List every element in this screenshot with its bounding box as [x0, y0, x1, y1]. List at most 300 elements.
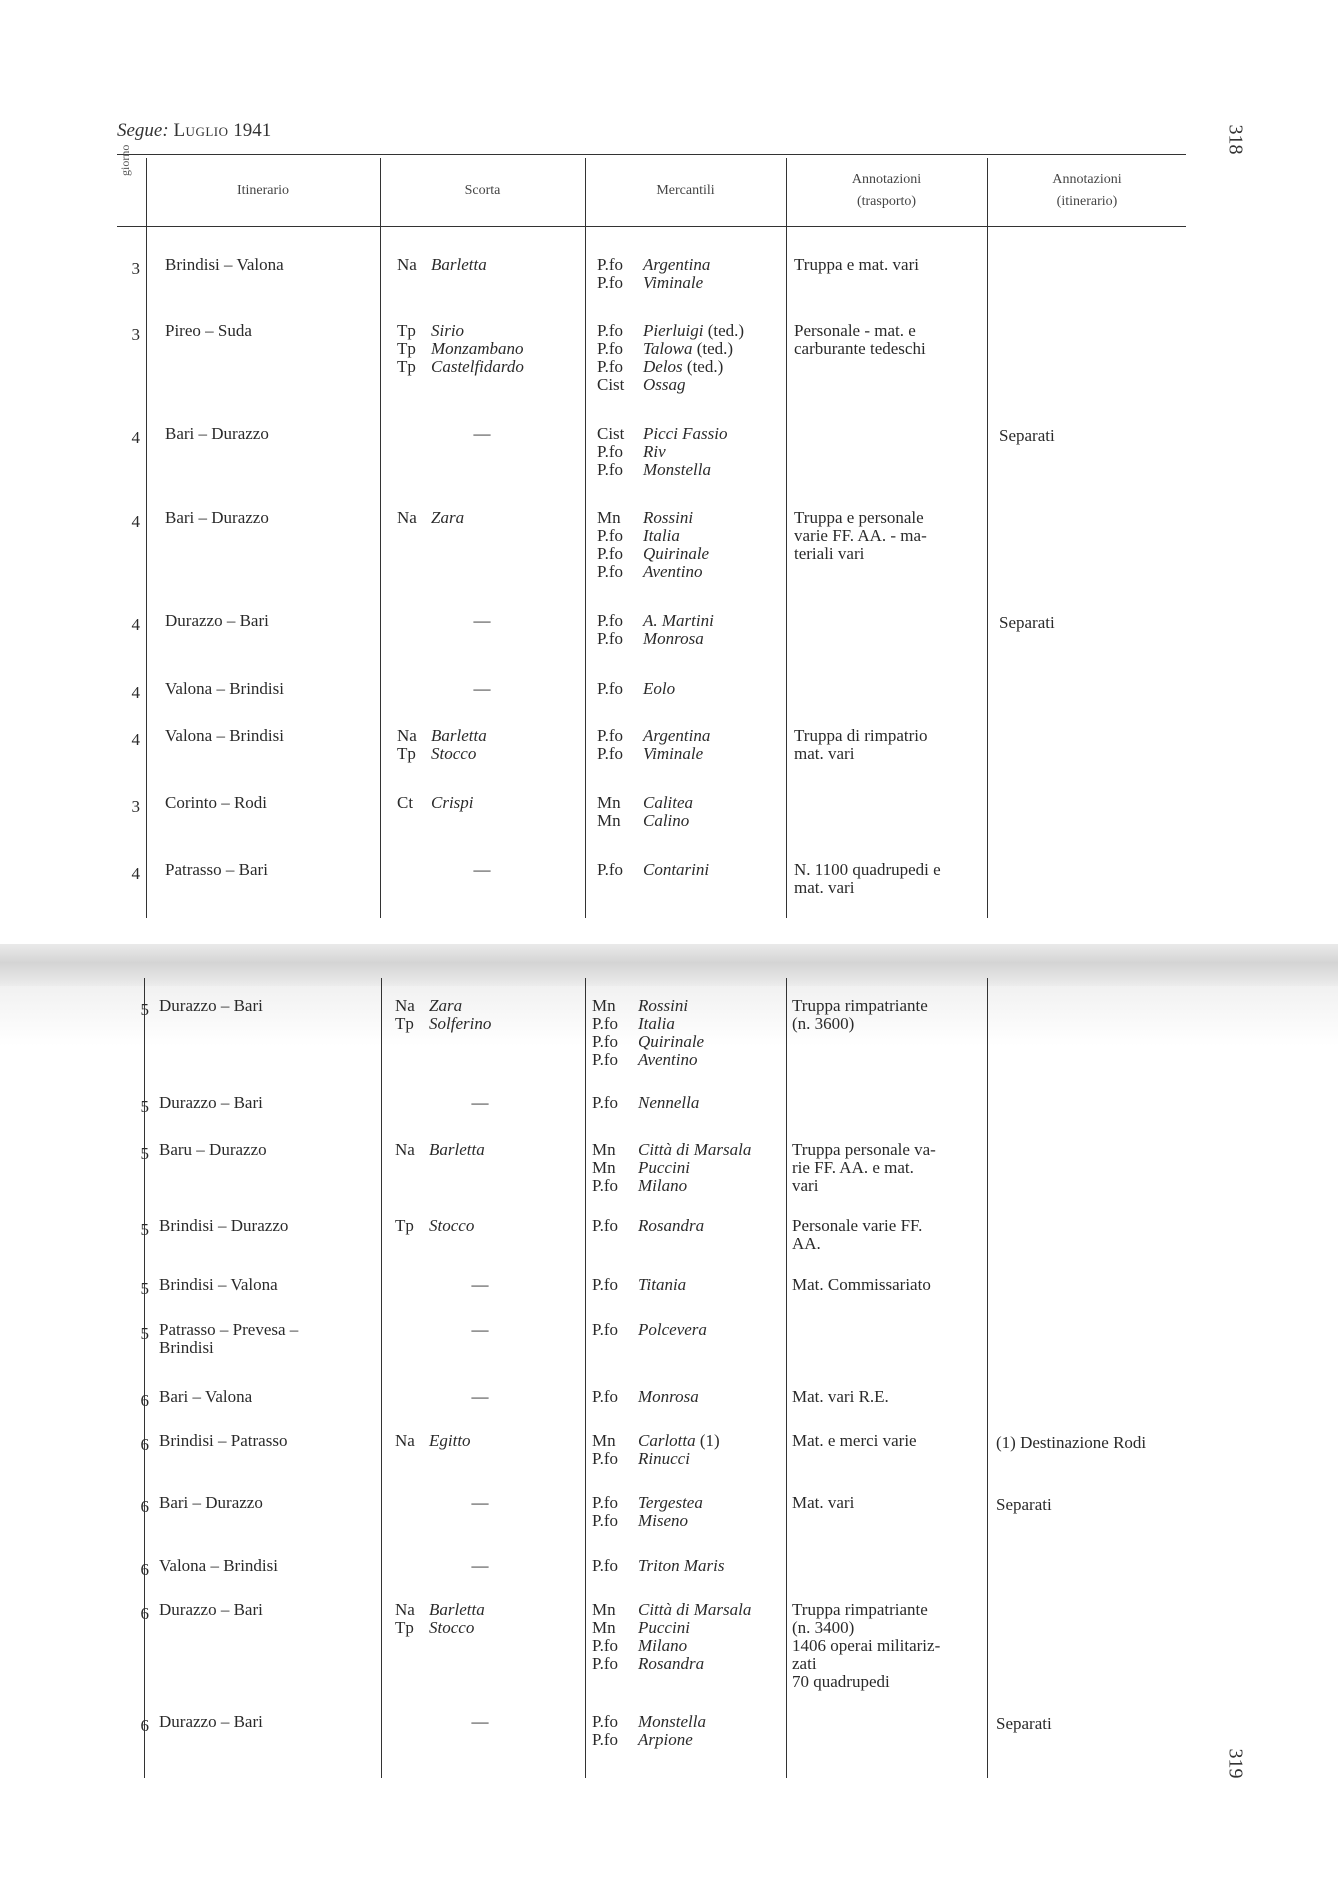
- ship-type: P.fo: [597, 442, 623, 461]
- ship-name: Arpione: [638, 1730, 693, 1749]
- row-merchant-ships: [597, 794, 693, 830]
- escort-name: Monzambano: [431, 339, 524, 358]
- merchant-ship: [592, 1159, 751, 1177]
- row-merchant-ships: [597, 425, 728, 479]
- row-transport-note: Mat. Commissariato: [792, 1275, 931, 1294]
- merchant-ship: [597, 340, 744, 358]
- row-merchant-ships: [592, 1321, 707, 1339]
- escort-type: Tp: [397, 357, 416, 376]
- escort-type: Tp: [395, 1618, 414, 1637]
- ship-name: Quirinale: [638, 1032, 705, 1051]
- merchant-ship: [597, 527, 709, 545]
- ship-type: P.fo: [597, 744, 623, 763]
- ship-type: Mn: [592, 1600, 616, 1619]
- ship-name: Italia: [638, 1014, 675, 1033]
- row-transport-note: Mat. e merci varie: [792, 1431, 917, 1450]
- escort-type: Tp: [397, 339, 416, 358]
- ship-name: Italia: [643, 526, 680, 545]
- ship-type: P.fo: [592, 1636, 618, 1655]
- ship-type: Mn: [592, 1158, 616, 1177]
- row-route: Bari – Durazzo: [165, 508, 269, 527]
- ship-type: P.fo: [592, 1093, 618, 1112]
- ship-type: P.fo: [597, 526, 623, 545]
- escort-name: Barletta: [431, 726, 487, 745]
- row-day: 5: [140, 1220, 149, 1239]
- row-merchant-ships: [592, 1141, 751, 1195]
- row-transport-note: N. 1100 quadrupedi e mat. vari: [794, 860, 941, 897]
- col-rule-3b: [585, 978, 586, 1778]
- merchant-ship: [592, 1177, 751, 1195]
- ship-type: P.fo: [597, 273, 623, 292]
- merchant-ship: [592, 1655, 751, 1673]
- ship-name: Argentina: [643, 255, 711, 274]
- merchant-ship: [597, 680, 675, 698]
- escort-ship: [395, 1432, 471, 1450]
- ship-type: P.fo: [592, 1014, 618, 1033]
- row-escort: [397, 256, 487, 274]
- ship-type: P.fo: [597, 357, 623, 376]
- col-header-ann-trasporto-1: Annotazioni: [851, 172, 922, 187]
- ship-type: P.fo: [592, 1032, 618, 1051]
- merchant-ship: [597, 425, 728, 443]
- row-escort: [395, 1141, 485, 1159]
- row-day: 4: [131, 864, 140, 883]
- merchant-ship: [592, 1494, 703, 1512]
- escort-ship: [397, 794, 474, 812]
- escort-ship: [395, 1141, 485, 1159]
- ship-type: P.fo: [597, 460, 623, 479]
- row-transport-note: Mat. vari R.E.: [792, 1387, 889, 1406]
- row-merchant-ships: [597, 509, 709, 581]
- row-merchant-ships: [592, 1713, 706, 1749]
- row-escort: [395, 997, 491, 1033]
- row-merchant-ships: [597, 322, 744, 394]
- merchant-ship: [592, 1388, 699, 1406]
- row-itinerary-note: Separati: [999, 426, 1055, 445]
- merchant-ship: [592, 997, 704, 1015]
- row-route: Durazzo – Bari: [159, 1600, 263, 1619]
- merchant-ship: [592, 1015, 704, 1033]
- row-transport-note: Truppa e mat. vari: [794, 255, 919, 274]
- col-rule-3: [585, 158, 586, 918]
- ship-note: (ted.): [682, 357, 724, 376]
- merchant-ship: [597, 630, 714, 648]
- ship-name: Rosandra: [638, 1216, 705, 1235]
- ship-type: Cist: [597, 375, 625, 394]
- row-merchant-ships: [597, 680, 675, 698]
- escort-ship: [397, 745, 487, 763]
- ship-name: Viminale: [643, 744, 704, 763]
- row-itinerary-note: Separati: [999, 613, 1055, 632]
- row-itinerary-note: Separati: [996, 1714, 1052, 1733]
- row-merchant-ships: [592, 1601, 751, 1673]
- merchant-ship: [597, 256, 710, 274]
- escort-ship: [395, 1619, 485, 1637]
- ship-name: Rosandra: [638, 1654, 705, 1673]
- escort-type: Na: [395, 1140, 415, 1159]
- row-transport-note: Personale varie FF. AA.: [792, 1216, 923, 1253]
- row-merchant-ships: [597, 256, 710, 292]
- row-escort: [395, 1601, 485, 1637]
- escort-ship: [397, 727, 487, 745]
- ship-name: A. Martini: [643, 611, 714, 630]
- row-escort: [397, 794, 474, 812]
- row-route: Durazzo – Bari: [159, 1712, 263, 1731]
- ship-name: Calitea: [643, 793, 694, 812]
- row-transport-note: Personale - mat. e carburante tedeschi: [794, 321, 926, 358]
- row-route: Valona – Brindisi: [165, 726, 284, 745]
- ship-name: Tergestea: [638, 1493, 703, 1512]
- merchant-ship: [597, 812, 693, 830]
- row-route: Patrasso – Bari: [165, 860, 268, 879]
- row-route: Valona – Brindisi: [165, 679, 284, 698]
- ship-type: P.fo: [597, 860, 623, 879]
- ship-name: Titania: [638, 1275, 687, 1294]
- table-top-rule: [117, 154, 1186, 155]
- ship-type: Mn: [592, 1431, 616, 1450]
- escort-name: Barletta: [429, 1140, 485, 1159]
- page-fold-shadow: [0, 944, 1338, 986]
- merchant-ship: [597, 274, 710, 292]
- escort-ship: [395, 1217, 474, 1235]
- escort-name: Barletta: [431, 255, 487, 274]
- merchant-ship: [592, 1512, 703, 1530]
- ship-type: P.fo: [592, 1493, 618, 1512]
- ship-type: P.fo: [592, 1449, 618, 1468]
- merchant-ship: [592, 1094, 699, 1112]
- ship-name: Puccini: [638, 1618, 690, 1637]
- row-merchant-ships: [592, 1494, 703, 1530]
- row-route: Patrasso – Prevesa – Brindisi: [159, 1320, 299, 1357]
- ship-type: P.fo: [592, 1712, 618, 1731]
- ship-name: Miseno: [638, 1511, 689, 1530]
- escort-ship: [397, 358, 524, 376]
- ship-type: P.fo: [592, 1050, 618, 1069]
- row-day: 5: [140, 1324, 149, 1343]
- ship-type: P.fo: [592, 1216, 618, 1235]
- row-day: 6: [140, 1435, 149, 1454]
- row-escort-dash: —: [473, 424, 491, 443]
- ship-name: Monrosa: [643, 629, 704, 648]
- row-route: Valona – Brindisi: [159, 1556, 278, 1575]
- ship-type: P.fo: [592, 1556, 618, 1575]
- escort-type: Na: [397, 255, 417, 274]
- row-transport-note: Truppa rimpatriante (n. 3400) 1406 operai militariz- zati 70 quadrupedi: [792, 1600, 941, 1691]
- ship-type: P.fo: [592, 1654, 618, 1673]
- merchant-ship: [597, 545, 709, 563]
- merchant-ship: [597, 612, 714, 630]
- merchant-ship: [592, 1557, 724, 1575]
- escort-name: Egitto: [429, 1431, 471, 1450]
- ship-name: Città di Marsala: [638, 1600, 752, 1619]
- escort-name: Barletta: [429, 1600, 485, 1619]
- row-day: 3: [131, 259, 140, 278]
- col-rule-1: [146, 158, 147, 918]
- row-day: 4: [131, 615, 140, 634]
- col-header-scorta: [380, 158, 585, 224]
- row-escort: [397, 322, 524, 376]
- title-year: 1941: [233, 120, 272, 141]
- ship-name: Viminale: [643, 273, 704, 292]
- ship-name: Triton Maris: [638, 1556, 725, 1575]
- row-day: 4: [131, 683, 140, 702]
- ship-note: (ted.): [692, 339, 734, 358]
- row-escort-dash: —: [471, 1712, 489, 1731]
- escort-name: Crispi: [431, 793, 474, 812]
- row-merchant-ships: [592, 1432, 720, 1468]
- ship-type: P.fo: [592, 1730, 618, 1749]
- ship-name: Nennella: [638, 1093, 700, 1112]
- ship-type: Mn: [592, 1618, 616, 1637]
- ship-type: Mn: [592, 996, 616, 1015]
- escort-ship: [397, 340, 524, 358]
- ship-name: Monstella: [638, 1712, 706, 1731]
- ship-name: Contarini: [643, 860, 710, 879]
- ship-name: Talowa: [643, 339, 693, 358]
- ship-name: Pierluigi: [643, 321, 704, 340]
- merchant-ship: [592, 1637, 751, 1655]
- row-day: 5: [140, 1144, 149, 1163]
- escort-name: Solferino: [429, 1014, 492, 1033]
- escort-ship: [395, 1015, 491, 1033]
- ship-type: Mn: [597, 811, 621, 830]
- col-rule-2b: [381, 978, 382, 1778]
- row-merchant-ships: [592, 1217, 704, 1235]
- escort-ship: [397, 322, 524, 340]
- row-day: 3: [131, 325, 140, 344]
- ship-name: Aventino: [638, 1050, 698, 1069]
- row-day: 4: [131, 428, 140, 447]
- ship-name: Riv: [643, 442, 666, 461]
- ship-type: P.fo: [597, 679, 623, 698]
- ship-type: P.fo: [597, 629, 623, 648]
- row-route: Bari – Durazzo: [165, 424, 269, 443]
- row-merchant-ships: [592, 1557, 724, 1575]
- col-header-giorno: giorno: [118, 144, 132, 176]
- escort-name: Sirio: [431, 321, 465, 340]
- row-escort-dash: —: [471, 1275, 489, 1294]
- merchant-ship: [592, 1051, 704, 1069]
- ship-name: Polcevera: [638, 1320, 707, 1339]
- row-escort: [395, 1217, 474, 1235]
- merchant-ship: [597, 461, 728, 479]
- escort-type: Tp: [397, 744, 416, 763]
- row-escort-dash: —: [471, 1493, 489, 1512]
- row-day: 4: [131, 730, 140, 749]
- ship-type: P.fo: [597, 321, 623, 340]
- ship-note: (ted.): [703, 321, 745, 340]
- row-transport-note: Truppa e personale varie FF. AA. - ma- teriali vari: [794, 508, 927, 563]
- row-transport-note: Mat. vari: [792, 1493, 855, 1512]
- row-merchant-ships: [592, 1276, 686, 1294]
- row-merchant-ships: [597, 861, 709, 879]
- col-header-scorta-label: Scorta: [464, 183, 501, 198]
- escort-name: Zara: [431, 508, 465, 527]
- row-escort-dash: —: [473, 860, 491, 879]
- ship-type: P.fo: [597, 255, 623, 274]
- merchant-ship: [597, 358, 744, 376]
- ship-type: Mn: [597, 508, 621, 527]
- row-route: Brindisi – Valona: [165, 255, 284, 274]
- col-header-ann-itinerario-1: Annotazioni: [1052, 172, 1122, 187]
- row-escort: [397, 509, 464, 527]
- ship-name: Quirinale: [643, 544, 710, 563]
- ship-type: P.fo: [597, 339, 623, 358]
- ship-type: P.fo: [597, 726, 623, 745]
- merchant-ship: [597, 443, 728, 461]
- merchant-ship: [597, 861, 709, 879]
- col-rule-5: [987, 158, 988, 918]
- ship-type: Cist: [597, 424, 625, 443]
- merchant-ship: [597, 509, 709, 527]
- row-route: Corinto – Rodi: [165, 793, 268, 812]
- escort-name: Stocco: [429, 1618, 475, 1637]
- col-rule-5b: [987, 978, 988, 1778]
- row-day: 5: [140, 1279, 149, 1298]
- row-route: Brindisi – Patrasso: [159, 1431, 288, 1450]
- merchant-ship: [592, 1450, 720, 1468]
- escort-ship: [397, 256, 487, 274]
- escort-name: Zara: [429, 996, 463, 1015]
- ship-note: (1): [695, 1431, 720, 1450]
- row-route: Durazzo – Bari: [159, 1093, 263, 1112]
- row-day: 4: [131, 512, 140, 531]
- ship-name: Monrosa: [638, 1387, 699, 1406]
- merchant-ship: [592, 1731, 706, 1749]
- col-header-itinerario-label: Itinerario: [236, 183, 290, 198]
- merchant-ship: [592, 1141, 751, 1159]
- ship-type: Mn: [592, 1140, 616, 1159]
- escort-ship: [395, 997, 491, 1015]
- row-escort: [397, 727, 487, 763]
- merchant-ship: [597, 727, 710, 745]
- row-day: 3: [131, 797, 140, 816]
- merchant-ship: [592, 1276, 686, 1294]
- page-title: [117, 120, 271, 142]
- title-prefix: Segue:: [117, 120, 169, 141]
- ship-type: Mn: [597, 793, 621, 812]
- merchant-ship: [597, 322, 744, 340]
- escort-name: Castelfidardo: [431, 357, 524, 376]
- col-rule-4: [786, 158, 787, 918]
- escort-type: Na: [395, 1431, 415, 1450]
- ship-type: P.fo: [592, 1511, 618, 1530]
- ship-name: Monstella: [643, 460, 711, 479]
- merchant-ship: [597, 563, 709, 581]
- row-escort-dash: —: [471, 1556, 489, 1575]
- col-header-ann-itinerario-2: (itinerario): [1056, 194, 1118, 209]
- page-number-bottom: 319: [1224, 1748, 1247, 1779]
- row-escort-dash: —: [473, 611, 491, 630]
- row-escort: [395, 1432, 471, 1450]
- ship-name: Calino: [643, 811, 690, 830]
- ship-name: Rossini: [643, 508, 694, 527]
- row-transport-note: Truppa di rimpatrio mat. vari: [794, 726, 928, 763]
- ship-name: Ossag: [643, 375, 686, 394]
- ship-name: Aventino: [643, 562, 703, 581]
- row-escort-dash: —: [471, 1320, 489, 1339]
- col-header-ann-itinerario: [987, 158, 1187, 224]
- escort-name: Stocco: [429, 1216, 475, 1235]
- escort-name: Stocco: [431, 744, 477, 763]
- escort-ship: [395, 1601, 485, 1619]
- row-merchant-ships: [597, 612, 714, 648]
- row-day: 6: [140, 1391, 149, 1410]
- ship-type: P.fo: [592, 1387, 618, 1406]
- row-day: 6: [140, 1560, 149, 1579]
- ship-type: P.fo: [597, 544, 623, 563]
- ship-type: P.fo: [592, 1320, 618, 1339]
- merchant-ship: [597, 745, 710, 763]
- row-day: 6: [140, 1497, 149, 1516]
- col-rule-2: [380, 158, 381, 918]
- row-itinerary-note: (1) Destinazione Rodi: [996, 1433, 1147, 1452]
- escort-ship: [397, 509, 464, 527]
- row-merchant-ships: [592, 1094, 699, 1112]
- col-header-mercantili: [585, 158, 786, 224]
- escort-type: Na: [395, 1600, 415, 1619]
- escort-type: Na: [397, 726, 417, 745]
- ship-name: Rinucci: [638, 1449, 690, 1468]
- row-route: Baru – Durazzo: [159, 1140, 267, 1159]
- escort-type: Na: [395, 996, 415, 1015]
- row-merchant-ships: [597, 727, 710, 763]
- ship-type: P.fo: [592, 1176, 618, 1195]
- page-number-top: 318: [1224, 124, 1247, 155]
- ship-name: Delos: [643, 357, 683, 376]
- ship-name: Argentina: [643, 726, 711, 745]
- merchant-ship: [592, 1713, 706, 1731]
- row-day: 6: [140, 1604, 149, 1623]
- ship-name: Milano: [638, 1636, 688, 1655]
- col-header-ann-trasporto-2: (trasporto): [856, 194, 917, 209]
- ship-type: P.fo: [592, 1275, 618, 1294]
- escort-type: Tp: [397, 321, 416, 340]
- col-header-mercantili-label: Mercantili: [656, 183, 715, 198]
- row-escort-dash: —: [471, 1093, 489, 1112]
- row-merchant-ships: [592, 997, 704, 1069]
- title-month: Luglio: [173, 120, 229, 141]
- col-header-ann-trasporto: [786, 158, 987, 224]
- row-route: Durazzo – Bari: [159, 996, 263, 1015]
- row-route: Brindisi – Valona: [159, 1275, 278, 1294]
- ship-name: Milano: [638, 1176, 688, 1195]
- ship-name: Rossini: [638, 996, 689, 1015]
- row-route: Pireo – Suda: [165, 321, 252, 340]
- col-rule-4b: [786, 978, 787, 1778]
- row-route: Brindisi – Durazzo: [159, 1216, 289, 1235]
- row-itinerary-note: Separati: [996, 1495, 1052, 1514]
- ship-type: P.fo: [597, 611, 623, 630]
- merchant-ship: [592, 1432, 720, 1450]
- merchant-ship: [592, 1601, 751, 1619]
- row-route: Bari – Valona: [159, 1387, 253, 1406]
- escort-type: Tp: [395, 1216, 414, 1235]
- ship-name: Eolo: [643, 679, 676, 698]
- ship-name: Carlotta: [638, 1431, 696, 1450]
- row-day: 6: [140, 1716, 149, 1735]
- row-escort-dash: —: [473, 679, 491, 698]
- row-day: 5: [140, 1000, 149, 1019]
- row-route: Bari – Durazzo: [159, 1493, 263, 1512]
- row-route: Durazzo – Bari: [165, 611, 269, 630]
- merchant-ship: [592, 1619, 751, 1637]
- ship-name: Picci Fassio: [643, 424, 728, 443]
- row-day: 5: [140, 1097, 149, 1116]
- merchant-ship: [597, 794, 693, 812]
- table-header-rule: [117, 226, 1186, 227]
- escort-type: Tp: [395, 1014, 414, 1033]
